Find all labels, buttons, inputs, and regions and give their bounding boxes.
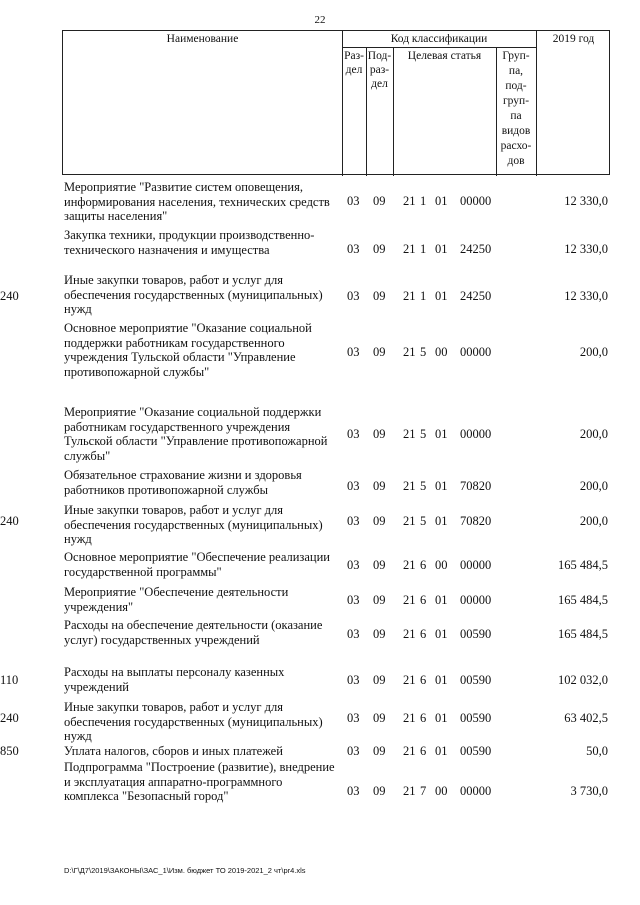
cell-cs2: 6 [420,558,427,572]
cell-cs4: 00000 [460,593,492,607]
cell-cs1: 21 [403,558,416,572]
cell-sum: 12 330,0 [564,194,608,208]
cell-sum: 12 330,0 [564,242,608,256]
cell-cs1: 21 [403,784,416,798]
cell-cs1: 21 [403,345,416,359]
cell-cs3: 01 [435,627,448,641]
row-name: Закупка техники, продукции производственно-технического назначения и имущества [64,228,315,257]
cell-sum: 102 032,0 [558,673,608,687]
cell-podrazdel: 09 [373,711,386,725]
cell-sum: 200,0 [579,427,608,441]
row-name: Иные закупки товаров, работ и услуг для обеспечения государственных (муниципальных) нужд [64,503,323,546]
cell-cs2: 1 [420,289,427,303]
cell-cs2: 1 [420,194,427,208]
cell-sum: 3 730,0 [570,784,608,798]
cell-sum: 165 484,5 [558,558,608,572]
row-name: Иные закупки товаров, работ и услуг для обеспечения государственных (муниципальных) нужд [64,700,323,743]
cell-sum: 200,0 [579,514,608,528]
cell-razdel: 03 [347,242,360,256]
cell-podrazdel: 09 [373,289,386,303]
cell-sum: 165 484,5 [558,627,608,641]
cell-cs1: 21 [403,711,416,725]
cell-podrazdel: 09 [373,479,386,493]
cell-razdel: 03 [347,558,360,572]
cell-cs2: 7 [420,784,427,798]
cell-razdel: 03 [347,673,360,687]
cell-cs3: 01 [435,711,448,725]
cell-cs1: 21 [403,194,416,208]
cell-cs1: 21 [403,514,416,528]
cell-sum: 12 330,0 [564,289,608,303]
cell-cs3: 00 [435,558,448,572]
cell-cs1: 21 [403,289,416,303]
cell-cs3: 01 [435,514,448,528]
header-year: 2019 год [552,33,595,45]
cell-group: 110 [0,673,19,687]
cell-cs3: 01 [435,242,448,256]
cell-sum: 165 484,5 [558,593,608,607]
cell-cs3: 01 [435,194,448,208]
cell-razdel: 03 [347,593,360,607]
cell-cs4: 00590 [460,627,492,641]
row-name: Основное мероприятие "Обеспечение реализации государственной программы" [64,550,330,579]
cell-cs2: 1 [420,242,427,256]
cell-cs1: 21 [403,479,416,493]
cell-cs4: 00590 [460,673,492,687]
cell-sum: 63 402,5 [564,711,608,725]
header-code-group: Код классификации [390,33,488,45]
cell-cs4: 00590 [460,711,492,725]
cell-cs4: 24250 [460,242,492,256]
cell-cs2: 6 [420,593,427,607]
cell-cs3: 01 [435,744,448,758]
cell-cs3: 00 [435,784,448,798]
cell-razdel: 03 [347,711,360,725]
cell-razdel: 03 [347,479,360,493]
cell-podrazdel: 09 [373,514,386,528]
cell-cs4: 00000 [460,194,492,208]
cell-cs3: 00 [435,345,448,359]
cell-cs2: 6 [420,744,427,758]
header-razdel: Раз- дел [344,50,364,76]
cell-cs3: 01 [435,427,448,441]
row-name: Обязательное страхование жизни и здоровья работников противопожарной службы [64,468,302,497]
cell-sum: 200,0 [579,479,608,493]
cell-cs4: 00590 [460,744,492,758]
cell-razdel: 03 [347,627,360,641]
cell-cs3: 01 [435,289,448,303]
cell-cs2: 5 [420,427,427,441]
cell-cs1: 21 [403,673,416,687]
cell-razdel: 03 [347,427,360,441]
cell-sum: 200,0 [579,345,608,359]
header-name: Наименование [166,33,239,45]
row-name: Подпрограмма "Построение (развитие), внедрение и эксплуатация аппаратно-программного комплекса "Безопасный город" [64,760,335,803]
cell-cs4: 00000 [460,784,492,798]
cell-podrazdel: 09 [373,673,386,687]
page-number: 22 [314,14,326,26]
row-name: Мероприятие "Оказание социальной поддержки работникам государственного учреждения Тульской области "Управление противопожарной службы" [64,405,328,463]
cell-cs4: 70820 [460,479,492,493]
cell-cs4: 24250 [460,289,492,303]
cell-sum: 50,0 [586,744,608,758]
cell-razdel: 03 [347,289,360,303]
cell-podrazdel: 09 [373,345,386,359]
cell-cs2: 6 [420,711,427,725]
cell-podrazdel: 09 [373,427,386,441]
cell-podrazdel: 09 [373,784,386,798]
cell-cs4: 00000 [460,345,492,359]
row-name: Расходы на выплаты персоналу казенных учреждений [64,665,285,694]
cell-group: 850 [0,744,19,758]
cell-cs2: 5 [420,479,427,493]
cell-cs2: 5 [420,514,427,528]
cell-podrazdel: 09 [373,558,386,572]
cell-razdel: 03 [347,514,360,528]
cell-podrazdel: 09 [373,194,386,208]
cell-group: 240 [0,514,19,528]
cell-cs2: 5 [420,345,427,359]
cell-group: 240 [0,289,19,303]
header-target-article: Целевая статья [407,50,482,62]
cell-cs1: 21 [403,242,416,256]
cell-cs1: 21 [403,744,416,758]
cell-cs3: 01 [435,479,448,493]
cell-podrazdel: 09 [373,242,386,256]
row-name: Основное мероприятие "Оказание социальной поддержки работникам государственного учреждения Тульской области "Управление противопожарной службы" [64,321,312,379]
cell-cs2: 6 [420,673,427,687]
cell-cs1: 21 [403,427,416,441]
cell-razdel: 03 [347,194,360,208]
row-name: Расходы на обеспечение деятельности (оказание услуг) государственных учреждений [64,618,323,647]
row-name: Иные закупки товаров, работ и услуг для обеспечения государственных (муниципальных) нужд [64,273,323,316]
row-name: Мероприятие "Развитие систем оповещения, информирования населения, технических средств защиты населения" [64,180,330,223]
row-name: Мероприятие "Обеспечение деятельности учреждения" [64,585,289,614]
cell-cs4: 70820 [460,514,492,528]
cell-podrazdel: 09 [373,593,386,607]
cell-razdel: 03 [347,345,360,359]
cell-cs4: 00000 [460,558,492,572]
cell-podrazdel: 09 [373,744,386,758]
header-expense-group: Груп- па, под- груп- па видов расхо- дов [500,50,532,167]
cell-podrazdel: 09 [373,627,386,641]
cell-cs3: 01 [435,673,448,687]
cell-cs1: 21 [403,627,416,641]
row-name: Уплата налогов, сборов и иных платежей [64,744,283,758]
footer-file-path: D:\Г\Д7\2019\ЗАКОНЫ\ЗАС_1\Изм. бюджет ТО 2019-2021_2 чт\pr4.xls [64,866,306,875]
cell-cs1: 21 [403,593,416,607]
cell-razdel: 03 [347,784,360,798]
header-podrazdel: Под- раз- дел [367,50,392,90]
cell-razdel: 03 [347,744,360,758]
cell-cs2: 6 [420,627,427,641]
cell-cs3: 01 [435,593,448,607]
cell-group: 240 [0,711,19,725]
cell-cs4: 00000 [460,427,492,441]
